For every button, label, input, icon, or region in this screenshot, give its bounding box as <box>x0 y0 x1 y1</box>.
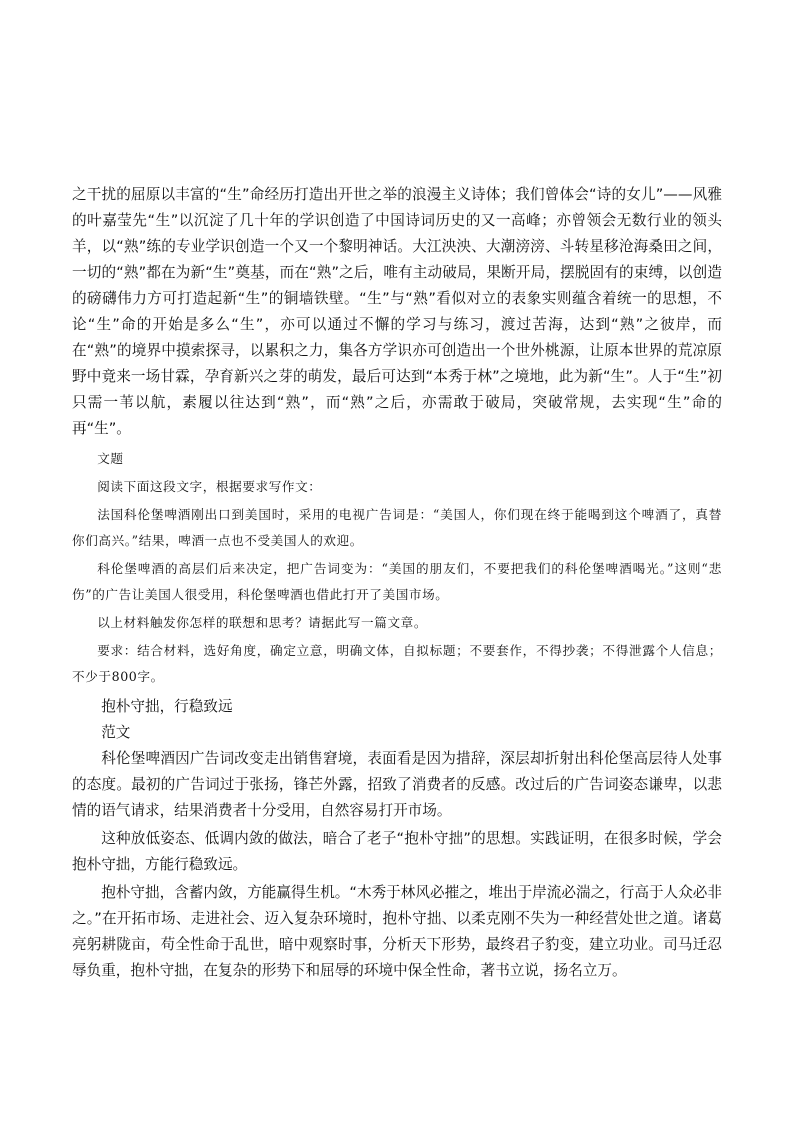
prompt-instruction: 阅读下面这段文字，根据要求写作文： <box>97 479 322 494</box>
intro-paragraph: 之干扰的屈原以丰富的“生”命经历打造出开世之举的浪漫主义诗体；我们曾体会“诗的女儿”——风雅的叶嘉莹先“生”以沉淀了几十年的学识创造了中国诗词历史的又一高峰；亦曾领会无数行业的领头羊，以“熟”练的专业学识创造一个又一个黎明神话。大江泱泱、大潮滂滂、斗转星移沧海桑田之间，一切的“熟”都在为新“生”奠基，而在“熟”之后，唯有主动破局，果断开局，摆脱固有的束缚，以创造的磅礴伟力方可打造起新“生”的铜墙铁壁。“生”与“熟”看似对立的表象实则蕴含着统一的思想，不论“生”命的开始是多么“生”，亦可以通过不懈的学习与练习，渡过苦海，达到“熟”之彼岸，而在“熟”的境界中摸索探寻，以累积之力，集各方学识亦可创造出一个世外桃源，让原本世界的荒凉原野中竟来一场甘霖，孕育新兴之芽的萌发，最后可达到“本秀于林”之境地，此为新“生”。人于“生”初只需一苇以航，素履以往达到“熟”，而“熟”之后，亦需敢于破局，突破常规，去实现“生”命的再“生”。 <box>72 186 722 437</box>
prompt-material-1: 法国科伦堡啤酒刚出口到美国时，采用的电视广告词是：“美国人，你们现在终于能喝到这个啤酒了，真替你们高兴。”结果，啤酒一点也不受美国人的欢迎。 <box>72 507 722 548</box>
essay-label: 范文 <box>101 724 131 741</box>
essay-title: 抱朴守拙，行稳致远 <box>101 698 233 715</box>
prompt-question: 以上材料触发你怎样的联想和思考？请据此写一篇文章。 <box>97 615 428 630</box>
prompt-requirements: 要求：结合材料，选好角度，确定立意，明确文体，自拟标题；不要套作，不得抄袭；不得泄露个人信息；不少于800字。 <box>72 643 722 684</box>
essay-paragraph: 科伦堡啤酒因广告词改变走出销售窘境，表面看是因为措辞，深层却折射出科伦堡高层待人处事的态度。最初的广告词过于张扬，锋芒外露，招致了消费者的反感。改过后的广告词姿态谦卑，以悲情的语气请求，结果消费者十分受用，自然容易打开市场。 <box>72 750 722 819</box>
essay-paragraph: 这种放低姿态、低调内敛的做法，暗合了老子“抱朴守拙”的思想。实践证明，在很多时候，学会抱朴守拙，方能行稳致远。 <box>72 830 722 873</box>
document-page <box>72 180 722 984</box>
essay-paragraph: 抱朴守拙，含蓄内敛，方能赢得生机。“木秀于林风必摧之，堆出于岸流必湍之，行高于人众必非之。”在开拓市场、走进社会、迈入复杂环境时，抱朴守拙、以柔克刚不失为一种经营处世之道。诸葛亮躬耕陇亩，苟全性命于乱世，暗中观察时事，分析天下形势，最终君子豹变，建立功业。司马迁忍辱负重，抱朴守拙，在复杂的形势下和屈辱的环境中保全性命，著书立说，扬名立万。 <box>72 884 722 979</box>
prompt-material-2: 科伦堡啤酒的高层们后来决定，把广告词变为：“美国的朋友们，不要把我们的科伦堡啤酒喝光。”这则“悲伤”的广告让美国人很受用，科伦堡啤酒也借此打开了美国市场。 <box>72 561 722 602</box>
prompt-heading: 文题 <box>97 451 124 466</box>
